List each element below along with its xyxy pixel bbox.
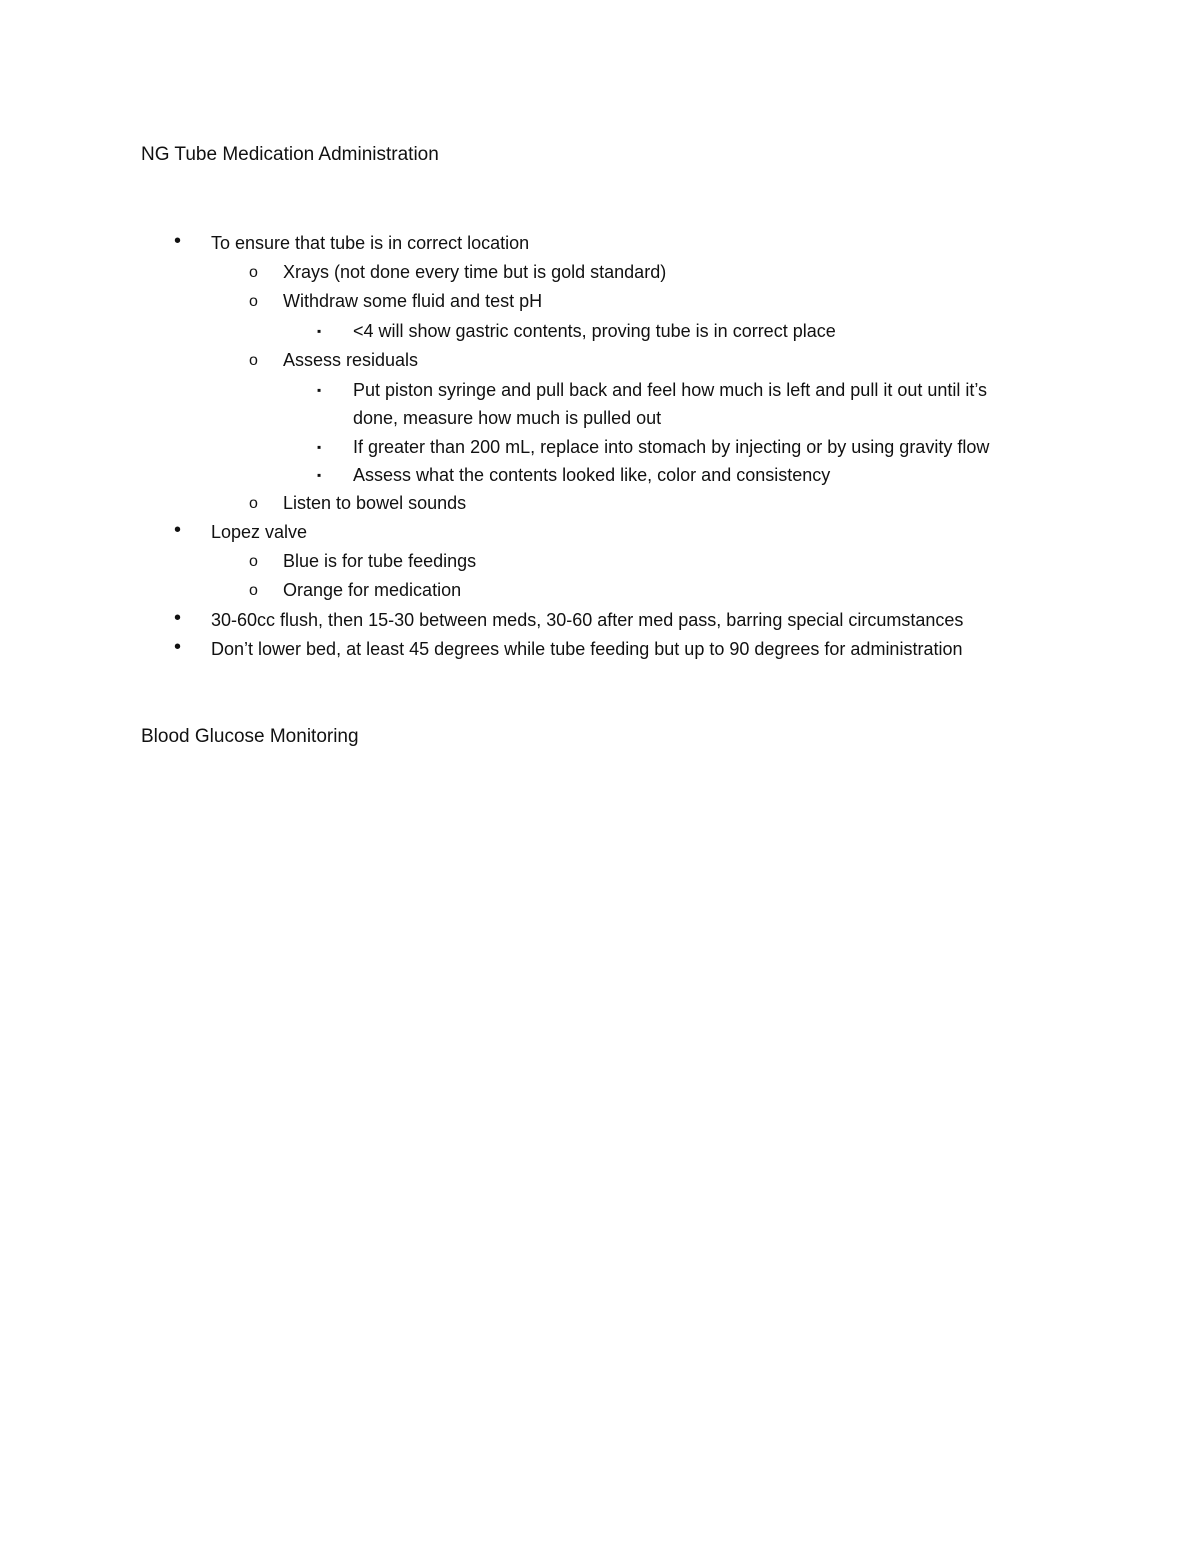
list-item: 30-60cc flush, then 15-30 between meds, 30-60 after med pass, barring special circumstances (211, 610, 964, 630)
section-heading-ng-tube: NG Tube Medication Administration (141, 144, 439, 165)
bullet-marker: • (174, 519, 182, 541)
bullet-marker: • (174, 636, 182, 658)
sub-bullet-marker: o (249, 582, 258, 599)
square-bullet-marker: ▪ (317, 440, 322, 454)
list-item: Withdraw some fluid and test pH (283, 291, 543, 311)
list-item: Orange for medication (283, 580, 462, 600)
list-item: To ensure that tube is in correct location (211, 233, 530, 253)
list-item: Assess what the contents looked like, color and consistency (353, 465, 831, 485)
sub-bullet-marker: o (249, 495, 258, 512)
sub-bullet-marker: o (249, 352, 258, 369)
bullet-marker: • (174, 607, 182, 629)
sub-bullet-marker: o (249, 293, 258, 310)
sub-bullet-marker: o (249, 553, 258, 570)
section-heading-blood-glucose: Blood Glucose Monitoring (141, 726, 359, 747)
square-bullet-marker: ▪ (317, 468, 322, 482)
list-item: If greater than 200 mL, replace into stomach by injecting or by using gravity flow (353, 437, 990, 457)
sub-bullet-marker: o (249, 264, 258, 281)
list-item: Assess residuals (283, 350, 419, 370)
list-item: Lopez valve (211, 522, 308, 542)
list-item: Put piston syringe and pull back and feel how much is left and pull it out until it’s (353, 380, 988, 400)
list-item: Listen to bowel sounds (283, 493, 467, 513)
list-item: <4 will show gastric contents, proving tube is in correct place (353, 321, 836, 341)
list-item: Xrays (not done every time but is gold standard) (283, 262, 667, 282)
list-item: Don’t lower bed, at least 45 degrees while tube feeding but up to 90 degrees for administration (211, 639, 963, 659)
list-item-continuation: done, measure how much is pulled out (353, 408, 662, 428)
bullet-marker: • (174, 230, 182, 252)
square-bullet-marker: ▪ (317, 324, 322, 338)
square-bullet-marker: ▪ (317, 383, 322, 397)
list-item: Blue is for tube feedings (283, 551, 477, 571)
